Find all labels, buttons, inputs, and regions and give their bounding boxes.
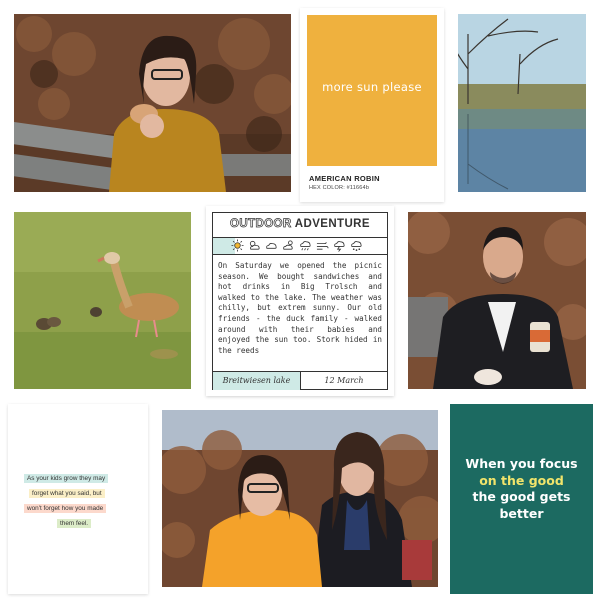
journal-card xyxy=(206,206,394,396)
wind-icon xyxy=(316,239,329,252)
journal-footer xyxy=(213,371,387,389)
journal-frame xyxy=(212,212,388,390)
journal-title xyxy=(213,218,387,230)
swatch-hex-label: HEX COLOR: xyxy=(309,185,345,191)
goose-with-goslings-photo xyxy=(14,212,191,389)
quote-card xyxy=(8,404,148,594)
cloud-sun-icon xyxy=(282,239,295,252)
journal-location: Breitwiesen lake xyxy=(213,372,300,390)
quote-line: forget what you said, but xyxy=(29,489,105,498)
color-swatch-card xyxy=(300,8,444,202)
journal-date: 12 March xyxy=(300,372,387,390)
green-quote-line: When you focus xyxy=(465,456,578,471)
green-quote-line: the good gets xyxy=(472,489,571,504)
journal-title-outline: OUTDOOR xyxy=(230,218,292,230)
storm-icon xyxy=(333,239,346,252)
journal-text: On Saturday we opened the picnic season. We bought sandwiches and hot drinks in Big Trolsch and walked to the lake. The weather was chilly, but extrem sunny. Our old friends - the duck family - walked around with their babies and enjoyed the sun too. Stork hided in the reeds xyxy=(218,261,382,355)
green-quote-line: better xyxy=(499,505,544,521)
cloud-icon xyxy=(265,239,278,252)
swatch-name: AMERICAN ROBIN xyxy=(309,174,380,183)
quote-line: them feel. xyxy=(57,519,91,528)
green-quote-card xyxy=(450,404,593,594)
snow-icon xyxy=(350,239,363,252)
lake-photo xyxy=(458,14,586,192)
partly-cloudy-icon xyxy=(248,239,261,252)
swatch-hex-value: #11664b xyxy=(346,185,370,191)
quote-line: As your kids grow they may xyxy=(24,474,108,483)
mother-daughter-photo xyxy=(162,410,438,587)
quote-line: won't forget how you made xyxy=(24,504,106,513)
rain-icon xyxy=(299,239,312,252)
swatch-caption: more sun please xyxy=(322,80,422,94)
green-quote-highlight: on the good xyxy=(479,472,564,488)
journal-title-solid: ADVENTURE xyxy=(294,218,370,230)
sun-icon xyxy=(231,239,244,252)
weather-icon-row xyxy=(213,237,387,255)
swatch-hex xyxy=(309,185,369,191)
green-quote-text xyxy=(450,456,593,522)
man-with-coffee-photo xyxy=(408,212,586,389)
girl-eating-sandwich-photo xyxy=(14,14,291,192)
